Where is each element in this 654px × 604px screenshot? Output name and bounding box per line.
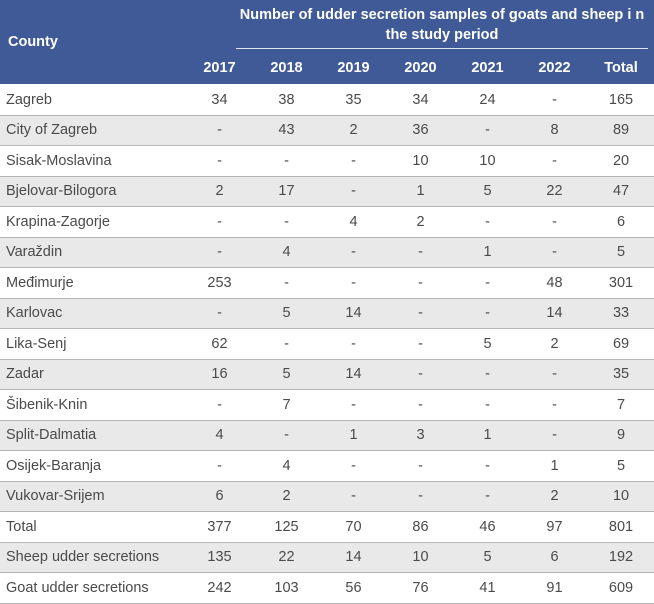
value-cell-2018: 38 xyxy=(253,85,320,116)
column-header-total: Total xyxy=(588,52,654,85)
value-cell-2019: 4 xyxy=(320,207,387,238)
value-cell-2020: - xyxy=(387,359,454,390)
county-name-cell: Međimurje xyxy=(0,268,186,299)
value-cell-2022: 2 xyxy=(521,481,588,512)
value-cell-2019: 1 xyxy=(320,420,387,451)
value-cell-2021: 41 xyxy=(454,573,521,604)
value-cell-2020: 36 xyxy=(387,115,454,146)
column-header-2022: 2022 xyxy=(521,52,588,85)
value-cell-2017: - xyxy=(186,451,253,482)
county-name-cell: Lika-Senj xyxy=(0,329,186,360)
column-header-2018: 2018 xyxy=(253,52,320,85)
value-cell-2022: - xyxy=(521,420,588,451)
value-cell-2018: 2 xyxy=(253,481,320,512)
value-cell-2017: 4 xyxy=(186,420,253,451)
value-cell-total: 89 xyxy=(588,115,654,146)
value-cell-total: 609 xyxy=(588,573,654,604)
value-cell-2019: - xyxy=(320,451,387,482)
value-cell-total: 10 xyxy=(588,481,654,512)
value-cell-2021: - xyxy=(454,298,521,329)
value-cell-2021: 1 xyxy=(454,237,521,268)
value-cell-2022: 14 xyxy=(521,298,588,329)
value-cell-2022: 48 xyxy=(521,268,588,299)
value-cell-2021: 46 xyxy=(454,512,521,543)
value-cell-2017: 16 xyxy=(186,359,253,390)
table-row xyxy=(0,298,654,329)
county-name-cell: Šibenik-Knin xyxy=(0,390,186,421)
county-name-cell: Zagreb xyxy=(0,85,186,116)
value-cell-2018: 43 xyxy=(253,115,320,146)
table-row xyxy=(0,207,654,238)
value-cell-2019: - xyxy=(320,390,387,421)
value-cell-2017: 377 xyxy=(186,512,253,543)
value-cell-2022: - xyxy=(521,207,588,238)
value-cell-2019: 14 xyxy=(320,359,387,390)
value-cell-total: 20 xyxy=(588,146,654,177)
table-row xyxy=(0,451,654,482)
column-header-2019: 2019 xyxy=(320,52,387,85)
value-cell-2021: - xyxy=(454,390,521,421)
value-cell-total: 192 xyxy=(588,542,654,573)
value-cell-total: 5 xyxy=(588,237,654,268)
county-name-cell: Krapina-Zagorje xyxy=(0,207,186,238)
value-cell-2022: - xyxy=(521,237,588,268)
value-cell-2022: - xyxy=(521,146,588,177)
value-cell-2020: 2 xyxy=(387,207,454,238)
value-cell-2021: 10 xyxy=(454,146,521,177)
county-name-cell: Bjelovar-Bilogora xyxy=(0,176,186,207)
value-cell-2017: 2 xyxy=(186,176,253,207)
value-cell-2020: 10 xyxy=(387,542,454,573)
value-cell-2017: 34 xyxy=(186,85,253,116)
value-cell-2019: 14 xyxy=(320,298,387,329)
value-cell-2020: 10 xyxy=(387,146,454,177)
county-name-cell: Total xyxy=(0,512,186,543)
value-cell-2019: 14 xyxy=(320,542,387,573)
value-cell-2020: 1 xyxy=(387,176,454,207)
samples-group-title: Number of udder secretion samples of goats and sheep i n the study period xyxy=(236,5,648,49)
value-cell-2019: 56 xyxy=(320,573,387,604)
value-cell-2021: - xyxy=(454,451,521,482)
value-cell-2017: 253 xyxy=(186,268,253,299)
table-row xyxy=(0,85,654,116)
table-row xyxy=(0,542,654,573)
value-cell-total: 5 xyxy=(588,451,654,482)
value-cell-2018: - xyxy=(253,420,320,451)
value-cell-2017: - xyxy=(186,115,253,146)
table-row xyxy=(0,268,654,299)
value-cell-2019: - xyxy=(320,176,387,207)
table-row xyxy=(0,176,654,207)
value-cell-2020: - xyxy=(387,268,454,299)
value-cell-2017: - xyxy=(186,298,253,329)
value-cell-2018: - xyxy=(253,146,320,177)
value-cell-2018: 7 xyxy=(253,390,320,421)
value-cell-total: 801 xyxy=(588,512,654,543)
value-cell-2020: - xyxy=(387,329,454,360)
county-name-cell: Varaždin xyxy=(0,237,186,268)
value-cell-2021: 24 xyxy=(454,85,521,116)
value-cell-2022: 22 xyxy=(521,176,588,207)
table-row xyxy=(0,481,654,512)
value-cell-2018: 125 xyxy=(253,512,320,543)
value-cell-2021: 5 xyxy=(454,542,521,573)
column-header-2017: 2017 xyxy=(186,52,253,85)
value-cell-2019: 2 xyxy=(320,115,387,146)
table-row xyxy=(0,115,654,146)
county-name-cell: Osijek-Baranja xyxy=(0,451,186,482)
value-cell-2020: 76 xyxy=(387,573,454,604)
value-cell-2022: 8 xyxy=(521,115,588,146)
county-name-cell: Karlovac xyxy=(0,298,186,329)
county-name-cell: Goat udder secretions xyxy=(0,573,186,604)
value-cell-2021: 1 xyxy=(454,420,521,451)
value-cell-2018: 22 xyxy=(253,542,320,573)
value-cell-2022: - xyxy=(521,359,588,390)
value-cell-2020: - xyxy=(387,481,454,512)
value-cell-2017: - xyxy=(186,237,253,268)
value-cell-2018: 4 xyxy=(253,451,320,482)
value-cell-2020: 86 xyxy=(387,512,454,543)
value-cell-2020: - xyxy=(387,298,454,329)
value-cell-2022: 6 xyxy=(521,542,588,573)
value-cell-2019: 70 xyxy=(320,512,387,543)
value-cell-2019: - xyxy=(320,268,387,299)
samples-group-header xyxy=(186,0,654,52)
value-cell-total: 6 xyxy=(588,207,654,238)
county-name-cell: City of Zagreb xyxy=(0,115,186,146)
value-cell-2021: - xyxy=(454,115,521,146)
value-cell-2022: 91 xyxy=(521,573,588,604)
county-name-cell: Vukovar-Srijem xyxy=(0,481,186,512)
value-cell-total: 35 xyxy=(588,359,654,390)
table-header xyxy=(0,0,654,85)
county-name-cell: Sisak-Moslavina xyxy=(0,146,186,177)
value-cell-2018: - xyxy=(253,268,320,299)
value-cell-2017: 6 xyxy=(186,481,253,512)
value-cell-total: 301 xyxy=(588,268,654,299)
value-cell-total: 165 xyxy=(588,85,654,116)
county-name-cell: Sheep udder secretions xyxy=(0,542,186,573)
value-cell-2019: - xyxy=(320,146,387,177)
value-cell-2017: 242 xyxy=(186,573,253,604)
value-cell-2019: - xyxy=(320,237,387,268)
table-row xyxy=(0,390,654,421)
value-cell-2018: 17 xyxy=(253,176,320,207)
county-name-cell: Zadar xyxy=(0,359,186,390)
value-cell-2018: - xyxy=(253,329,320,360)
value-cell-2020: - xyxy=(387,237,454,268)
value-cell-total: 47 xyxy=(588,176,654,207)
county-column-header: County xyxy=(0,0,186,85)
value-cell-2021: - xyxy=(454,359,521,390)
value-cell-2021: - xyxy=(454,207,521,238)
value-cell-2022: - xyxy=(521,85,588,116)
column-header-2020: 2020 xyxy=(387,52,454,85)
value-cell-2021: 5 xyxy=(454,176,521,207)
value-cell-total: 7 xyxy=(588,390,654,421)
value-cell-total: 69 xyxy=(588,329,654,360)
value-cell-2019: - xyxy=(320,329,387,360)
value-cell-2017: - xyxy=(186,146,253,177)
value-cell-2022: 1 xyxy=(521,451,588,482)
value-cell-2021: - xyxy=(454,481,521,512)
value-cell-2022: 2 xyxy=(521,329,588,360)
table-row xyxy=(0,573,654,604)
value-cell-2017: - xyxy=(186,390,253,421)
value-cell-total: 33 xyxy=(588,298,654,329)
value-cell-2020: 3 xyxy=(387,420,454,451)
value-cell-2017: 135 xyxy=(186,542,253,573)
value-cell-2021: 5 xyxy=(454,329,521,360)
table-row xyxy=(0,237,654,268)
table-row xyxy=(0,512,654,543)
value-cell-2018: - xyxy=(253,207,320,238)
value-cell-2020: 34 xyxy=(387,85,454,116)
value-cell-2017: - xyxy=(186,207,253,238)
value-cell-2018: 5 xyxy=(253,298,320,329)
value-cell-2019: - xyxy=(320,481,387,512)
table-row xyxy=(0,420,654,451)
value-cell-2022: 97 xyxy=(521,512,588,543)
table-row xyxy=(0,359,654,390)
table-row xyxy=(0,146,654,177)
value-cell-2022: - xyxy=(521,390,588,421)
county-name-cell: Split-Dalmatia xyxy=(0,420,186,451)
value-cell-2018: 103 xyxy=(253,573,320,604)
table-row xyxy=(0,329,654,360)
value-cell-2018: 4 xyxy=(253,237,320,268)
value-cell-2020: - xyxy=(387,390,454,421)
value-cell-total: 9 xyxy=(588,420,654,451)
column-header-2021: 2021 xyxy=(454,52,521,85)
value-cell-2020: - xyxy=(387,451,454,482)
value-cell-2017: 62 xyxy=(186,329,253,360)
value-cell-2021: - xyxy=(454,268,521,299)
value-cell-2019: 35 xyxy=(320,85,387,116)
table-body xyxy=(0,85,654,604)
value-cell-2018: 5 xyxy=(253,359,320,390)
